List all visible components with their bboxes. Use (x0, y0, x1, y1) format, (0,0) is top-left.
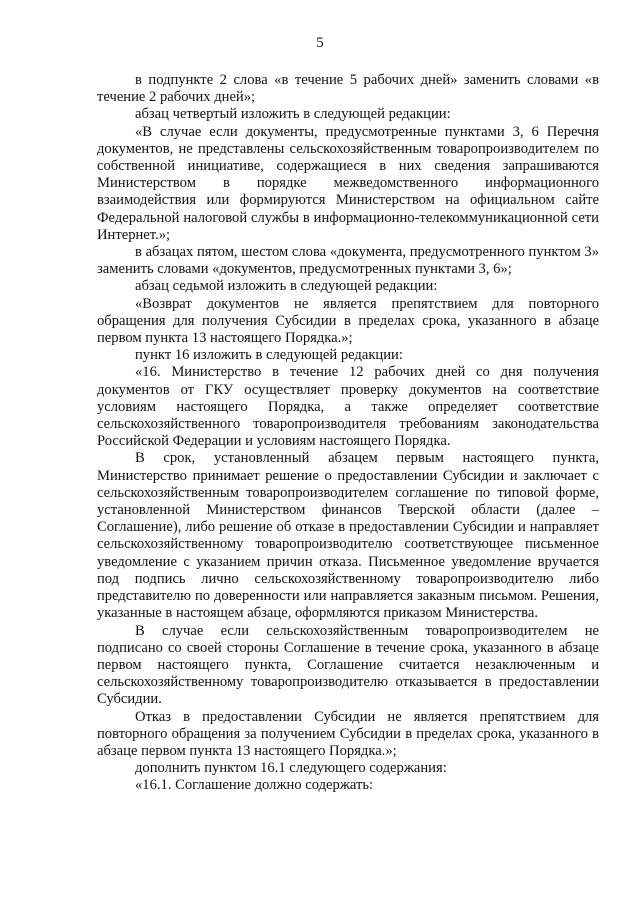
paragraph-9: В срок, установленный абзацем первым настоящего пункта, Министерство принимает решение о предоставлении Субсидии и заключает с сельскохозяйственным товаропроизводителем соглашение по типовой форме, установленной Министерством финансов Тверской области (далее – Соглашение), либо решение об отказе в предоставлении Субсидии и направляет сельскохозяйственному товаропроизводителю соответствующее письменное уведомление с указанием причин отказа. Письменное уведомление вручается под подпись лично сельскохозяйственному товаропроизводителю либо представителю по доверенности или направляется заказным письмом. Решения, указанные в настоящем абзаце, оформляются приказом Министерства. (97, 450, 599, 622)
paragraph-6: «Возврат документов не является препятствием для повторного обращения для получения Субсидии в пределах срока, указанного в абзаце первом пункта 13 настоящего Порядка.»; (97, 295, 599, 347)
paragraph-11: Отказ в предоставлении Субсидии не является препятствием для повторного обращения за получением Субсидии в пределах срока, указанного в абзаце первом пункта 13 настоящего Порядка.»; (97, 708, 599, 759)
paragraph-5: абзац седьмой изложить в следующей редакции: (135, 278, 438, 295)
paragraph-12: дополнить пунктом 16.1 следующего содержания: (135, 760, 447, 777)
paragraph-4: в абзацах пятом, шестом слова «документа, предусмотренного пунктом 3» заменить словами «документов, предусмотренных пунктами 3, 6»; (97, 244, 599, 278)
paragraph-2: абзац четвертый изложить в следующей редакции: (135, 106, 451, 123)
paragraph-1: в подпункте 2 слова «в течение 5 рабочих дней» заменить словами «в течение 2 рабочих дней»; (97, 72, 599, 106)
page-number: 5 (316, 35, 324, 51)
paragraph-3: «В случае если документы, предусмотренные пунктами 3, 6 Перечня документов, не представлены сельскохозяйственным товаропроизводителем по собственной инициативе, содержащиеся в них сведения запрашиваются Министерством в порядке межведомственного информационного взаимодействия или формируются Министерством на официальном сайте Федеральной налоговой службы в информационно-телекоммуникационной сети Интернет.»; (97, 123, 599, 243)
paragraph-10: В случае если сельскохозяйственным товаропроизводителем не подписано со своей стороны Соглашение в течение срока, указанного в абзаце первом настоящего пункта, Соглашение считается незаключенным и сельскохозяйственному товаропроизводителю отказывается в предоставлении Субсидии. (97, 622, 599, 708)
paragraph-8: «16. Министерство в течение 12 рабочих дней со дня получения документов от ГКУ осуществляет проверку документов на соответствие условиям настоящего Порядка, а также определяет соответствие сельскохозяйственного товаропроизводителя требованиям законодательства Российской Федерации и условиям настоящего Порядка. (97, 364, 599, 450)
paragraph-7: пункт 16 изложить в следующей редакции: (135, 347, 403, 364)
document-body (97, 72, 599, 795)
paragraph-13: «16.1. Соглашение должно содержать: (135, 777, 374, 794)
